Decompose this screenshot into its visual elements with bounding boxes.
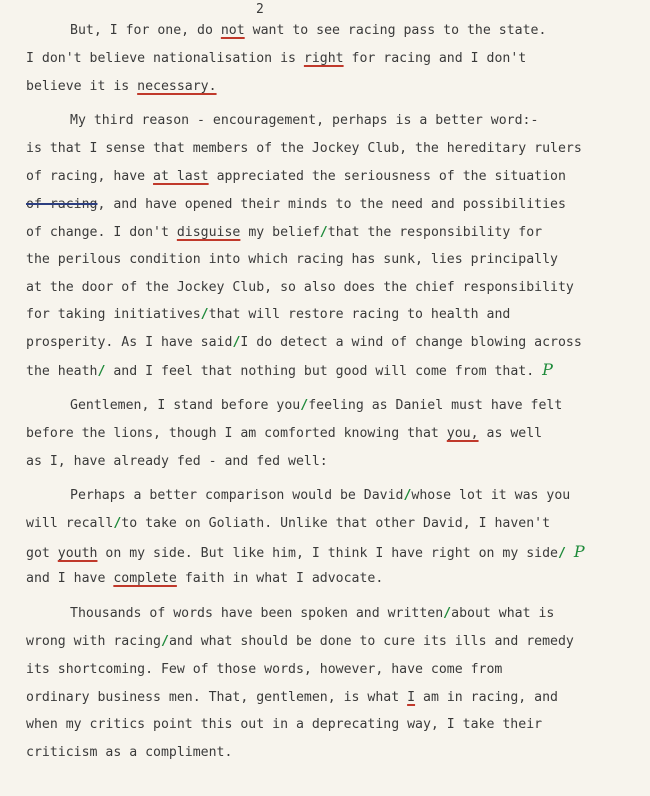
text-line xyxy=(26,329,582,357)
text-run: feeling as Daniel must have felt xyxy=(308,398,563,413)
text-line xyxy=(70,600,554,628)
text-line xyxy=(26,135,582,163)
text-line xyxy=(70,392,562,420)
text-line xyxy=(26,301,510,329)
text-run: about what is xyxy=(451,606,555,621)
underlined-word: youth xyxy=(57,546,98,561)
text-run: , and have opened their minds to the need and possibilities xyxy=(97,197,566,212)
text-line xyxy=(26,45,526,73)
text-run: as I, have already fed - and fed well: xyxy=(26,454,328,469)
text-run: before the lions, though I am comforted knowing that xyxy=(26,426,447,441)
pause-mark: / xyxy=(319,225,328,240)
underlined-word: necessary. xyxy=(137,79,217,94)
pause-mark: / xyxy=(97,364,106,379)
text-line xyxy=(26,219,542,247)
text-run: criticism as a compliment. xyxy=(26,745,233,760)
pause-mark: / xyxy=(443,606,452,621)
underlined-word: disguise xyxy=(176,225,241,240)
text-line xyxy=(26,628,574,656)
pause-mark: / xyxy=(160,634,169,649)
page-number: 2 xyxy=(256,2,264,17)
struck-out-text: of racing xyxy=(26,197,98,212)
pause-mark: / xyxy=(300,398,309,413)
text-line xyxy=(26,191,566,219)
text-run: But, I for one, do xyxy=(70,23,221,38)
text-line xyxy=(70,17,546,45)
text-run: of change. I don't xyxy=(26,225,177,240)
pause-mark: / xyxy=(113,516,122,531)
text-line xyxy=(26,448,328,476)
text-run: at the door of the Jockey Club, so also does the chief responsibility xyxy=(26,280,574,295)
paragraph-mark: P xyxy=(573,542,585,561)
text-run: Gentlemen, I stand before you xyxy=(70,398,301,413)
text-line xyxy=(26,656,502,684)
text-run: believe it is xyxy=(26,79,138,94)
text-line xyxy=(26,510,550,538)
pause-mark: / xyxy=(200,307,209,322)
text-run: on my side. But like him, I think I have right on my side xyxy=(97,546,558,561)
text-run: am in racing, and xyxy=(415,690,558,705)
text-run: for racing and I don't xyxy=(343,51,527,66)
text-run: the heath xyxy=(26,364,98,379)
text-run: when my critics point this out in a deprecating way, I take their xyxy=(26,717,543,732)
text-run: will recall xyxy=(26,516,114,531)
text-run: and I feel that nothing but good will come from that. xyxy=(105,364,543,379)
underlined-word: not xyxy=(220,23,245,38)
text-run: Perhaps a better comparison would be David xyxy=(70,488,404,503)
text-run: I do detect a wind of change blowing across xyxy=(240,335,582,350)
text-line xyxy=(26,420,542,448)
text-line xyxy=(26,73,217,101)
text-run: My third reason - encouragement, perhaps is a better word:- xyxy=(70,113,539,128)
text-line xyxy=(26,739,232,767)
text-run: that will restore racing to health and xyxy=(208,307,511,322)
text-line xyxy=(26,163,566,191)
text-line xyxy=(26,274,574,302)
text-run: my belief xyxy=(240,225,320,240)
paragraph-mark: P xyxy=(542,360,553,379)
text-line xyxy=(26,538,585,568)
text-run: the perilous condition into which racing has sunk, lies principally xyxy=(26,252,558,267)
text-line xyxy=(70,482,570,510)
text-run: Thousands of words have been spoken and written xyxy=(70,606,444,621)
text-run: and I have xyxy=(26,571,114,586)
text-line xyxy=(70,107,538,135)
pause-mark: / xyxy=(557,546,566,561)
text-run: that the responsibility for xyxy=(327,225,543,240)
pause-mark: / xyxy=(403,488,412,503)
text-run: I don't believe nationalisation is xyxy=(26,51,304,66)
text-run: appreciated the seriousness of the situation xyxy=(208,169,566,184)
underlined-word: you, xyxy=(446,426,479,441)
text-run: for taking initiatives xyxy=(26,307,201,322)
text-run: is that I sense that members of the Jockey Club, the hereditary rulers xyxy=(26,141,582,156)
text-line xyxy=(26,711,542,739)
text-line xyxy=(26,565,383,593)
text-line xyxy=(26,356,553,386)
text-line xyxy=(26,684,558,712)
underlined-word: I xyxy=(407,690,416,705)
underlined-word: right xyxy=(303,51,344,66)
text-run: wrong with racing xyxy=(26,634,161,649)
text-run: got xyxy=(26,546,58,561)
text-run: want to see racing pass to the state. xyxy=(244,23,547,38)
pause-mark: / xyxy=(232,335,241,350)
text-run: to take on Goliath. Unlike that other David, I haven't xyxy=(121,516,551,531)
text-run: whose lot it was you xyxy=(411,488,571,503)
underlined-word: at last xyxy=(153,169,209,184)
text-run: and what should be done to cure its ills and remedy xyxy=(168,634,574,649)
text-run: prosperity. As I have said xyxy=(26,335,233,350)
text-line xyxy=(26,246,558,274)
text-run: faith in what I advocate. xyxy=(176,571,384,586)
text-run xyxy=(566,546,574,561)
text-run: of racing, have xyxy=(26,169,154,184)
text-run: as well xyxy=(478,426,543,441)
text-run: its shortcoming. Few of those words, however, have come from xyxy=(26,662,503,677)
underlined-word: complete xyxy=(113,571,177,586)
text-run: ordinary business men. That, gentlemen, is what xyxy=(26,690,408,705)
